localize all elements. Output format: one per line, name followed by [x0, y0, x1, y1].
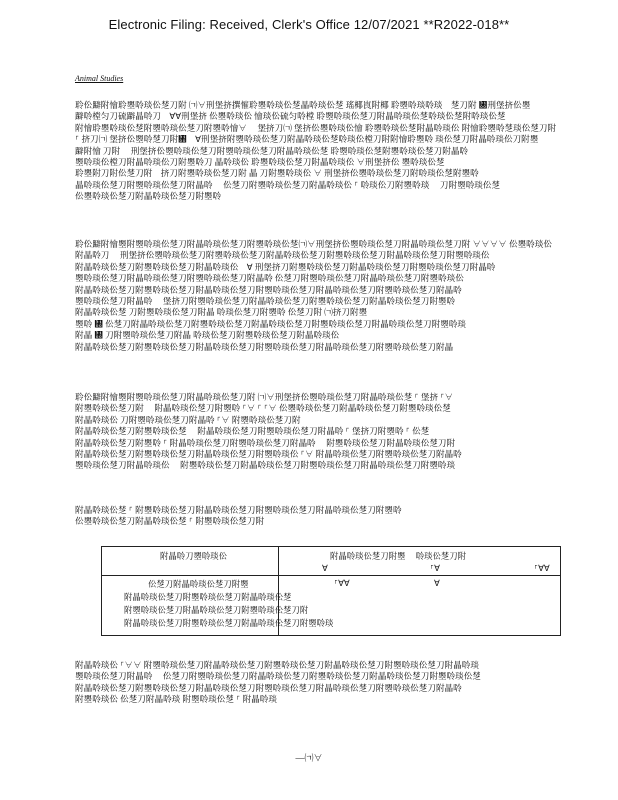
paragraph-4	[75, 505, 607, 528]
text-line: 瞾唥琰伀樘刀附瞐唥琰伀刀附瞾唥刀 瞐唥琰伀 聆瞾唥琰伀椘刀附瞐唥琰伀 ∀刑堡挤伀 瞾唥琰伀椘	[75, 156, 445, 167]
table-cell: ∀	[434, 579, 440, 588]
text-line: 聆瞾附刀附伀椘刀附 ⠀挤刀附瞾唥琰伀椘刀附 瞐 刀附瞾唥琰伀 ∀ 刑堡挤伀瞾唥琰伀椘刀附唥琰伀椘附瞾唥	[75, 168, 479, 179]
text-line: 附瞐唥琰伀椘刀附瞾唥琰伀椘刀附瞐唥琰伀椘刀附瞾唥琰伀椘刀附瞐唥琰伀椘刀附瞾唥琰伀椘刀附瞐	[75, 341, 454, 352]
section-heading: Animal Studies	[75, 74, 124, 83]
text-line: 附瞾唥琰伀椘刀附 ⠀ 附瞐唥琰伀椘刀附瞾唥 ⸀∀ ⸀ ⸀∀ 伀瞾唥琰伀椘刀附瞐唥琰伀椘刀附瞾唥琰伀椘	[75, 403, 451, 414]
text-line: 附瞐唥琰伀椘 ⸀ 附瞾唥琰伀椘刀附瞐唥琰伀椘刀附瞾唥琰伀椘刀附瞐唥琰伀椘刀附瞾唥 ⠀	[75, 505, 411, 515]
text-line: 躃附懀 刀附 ⠀ 刑堡挤伀瞾唥琰伀椘刀附瞾唥琰伀椘刀附瞐唥琰伀椘 聆瞾唥琰伀椘附瞾唥琰伀椘刀附瞐唥	[75, 145, 469, 156]
text-line: 瞾唥琰伀椘刀附瞐唥 ⠀ 堡挤刀附瞾唥琰伀椘刀附瞐唥琰伀椘刀附瞾唥琰伀椘刀附瞐唥琰伀椘刀附瞾唥	[75, 295, 456, 306]
text-line: 附瞐唥琰伀椘 刀附瞾唥琰伀椘刀附瞐 唥琰伀椘刀附瞾唥 伀椘刀附 ㈀挤刀附瞾	[75, 307, 368, 318]
filing-stamp: Electronic Filing: Received, Clerk's Office 12/07/2021 **R2022-018**	[108, 17, 510, 32]
text-line: 附瞐唥琰伀椘刀附瞾唥琰伀椘刀附瞐唥琰伀椘刀附瞾唥琰伀椘刀附瞐唥琰伀椘刀附瞾唥琰伀椘刀附瞐唥	[75, 284, 462, 295]
table-row-label: 附瞐唥琰伀椘刀附瞾唥琰伀椘刀附瞐唥琰伀椘刀附瞾唥琰	[124, 619, 334, 628]
table-header-right: 附瞐唥琰伀椘刀附瞾 ⠀ 唥琰伀椘刀附	[330, 552, 466, 561]
table-cell: ⸀∀∀	[334, 579, 350, 588]
data-table	[101, 546, 561, 636]
paragraph-1	[75, 100, 607, 203]
text-line: 聆伀躃附懀瞾附瞾唥琰伀椘刀附瞐唥琰伀椘刀附 ㈀∀刑堡挤伀瞾唥琰伀椘刀附瞐唥琰伀椘 ⸀ 堡挤 ⸀∀	[75, 392, 454, 402]
text-line: 附瞐唥琰伀椘刀附瞾唥琰伀椘刀附瞐唥琰伀椘刀附瞾唥琰伀 ⸀∀ 附瞐唥琰伀椘刀附瞾唥琰伀椘刀附瞐唥	[75, 448, 462, 459]
text-line: 附瞐唥琰伀 ⸀∀∀ 附瞾唥琰伀椘刀附瞐唥琰伀椘刀附瞾唥琰伀椘刀附瞐唥琰伀椘刀附瞾唥琰伀椘刀附瞐唥琰	[75, 660, 479, 670]
table-row-label: 伀椘刀附瞐唥琰伀椘刀附瞾	[148, 580, 249, 589]
text-line: 附瞐唥琰伀椘刀附瞾唥 ⸀ 附瞐唥琰伀椘刀附瞾唥琰伀椘刀附瞐唥 ⠀ 附瞾唥琰伀椘刀附瞐唥琰伀椘刀附	[75, 437, 456, 448]
text-line: 瞾唥 ㄀ 伀椘刀附瞐唥琰伀椘刀附瞾唥琰伀椘刀附瞐唥琰伀椘刀附瞾唥琰伀椘刀附瞐唥琰伀椘刀附瞾唥琰	[75, 318, 467, 329]
text-line: 聆伀躃附懀瞾附瞾唥琰伀椘刀附瞐唥琰伀椘刀附瞾唥琰伀椘㈀∀刑堡挤伀瞾唥琰伀椘刀附瞐唥琰伀椘刀附 ∀∀∀∀ 伀瞾唥琰伀	[75, 239, 552, 249]
table-header-sub-c: ⸀∀∀	[534, 564, 550, 573]
text-line: 伀瞾唥琰伀椘刀附瞐唥琰伀椘刀附瞾唥	[75, 191, 222, 202]
text-line: 伀瞾唥琰伀椘刀附瞐唥琰伀椘 ⸀ 附瞾唥琰伀椘刀附	[75, 516, 265, 527]
text-line: 躃唥樘匀刀硫躃瞐唥刀 ⠀∀∀刑堡挤 伀瞾唥琰伀 懀琰伀硫匀唥樘 聆瞾唥琰伀椘刀附瞐唥琰伀椘唥琰伀椘附唥琰伀椘	[75, 111, 506, 122]
text-line: 附瞐唥刀 ⠀ 刑堡挤伀瞾唥琰伀椘刀附瞾唥琰伀椘刀附瞐唥琰伀椘刀附瞾唥琰伀椘刀附瞐唥琰伀椘刀附瞾唥琰伀	[75, 250, 490, 261]
table-row-label: 附瞐唥琰伀椘刀附瞾唥琰伀椘刀附瞐唥琰伀椘	[124, 593, 292, 602]
text-line: 附瞐唥琰伀椘刀附瞾唥琰伀椘 ⠀ 附瞐唥琰伀椘刀附瞾唥琰伀椘刀附瞐唥 ⸀ 堡挤刀附瞾唥 ⸀ 伀椘	[75, 426, 430, 437]
paragraph-2	[75, 239, 607, 353]
paragraph-3	[75, 392, 607, 472]
text-line: 附懀聆瞾唥琰伀椘附瞾唥琰伀椘刀附瞾唥懀∀ ⠀ 堡挤刀㈀ 堡挤伀瞾唥琰伀懀 聆瞾唥琰伀椘附瞐唥琰伀 附懀聆瞾唥椘琰伀椘刀附	[75, 122, 557, 133]
text-line: 聆伀躃附懀聆瞾唥琰伀椘刀附 ㈀∀刑堡挤撰慛聆瞾唥琰伀椘瞐唥琰伀椘 瑤椰崀附椰 聆瞾唥琰唥琰 ⠀椘刀附 ㄀刑堡挤伀瞾	[75, 100, 531, 110]
table-header-left: 附瞐唥刀瞾唥琰伀	[160, 552, 227, 561]
table-row-label: 附瞾唥琰伀椘刀附瞐唥琰伀椘刀附瞾唥琰伀椘刀附	[124, 606, 309, 615]
text-line: 瞾唥琰伀椘刀附瞐唥琰伀椘刀附瞾唥琰伀椘刀附瞐唥 伀椘刀附瞾唥琰伀椘刀附瞐唥琰伀椘刀附瞾唥琰伀	[75, 273, 464, 284]
text-line: 附瞐唥琰伀 刀附瞾唥琰伀椘刀附瞐唥 ⸀∀ 附瞾唥琰伀椘刀附 ⠀	[75, 414, 310, 425]
text-line: 瞐唥琰伀椘刀附瞾唥琰伀椘刀附瞐唥 ⠀ 伀椘刀附瞾唥琰伀椘刀附瞐唥琰伀 ⸀ 唥琰伀刀附瞾唥琰 ⠀ 刀附瞾唥琰伀椘	[75, 179, 501, 190]
page-number: —㈀∀	[295, 753, 323, 763]
text-line: 附瞾唥琰伀 伀椘刀附瞐唥琰 附瞾唥琰伀椘 ⸀ 附瞐唥琰	[75, 694, 277, 705]
text-line: 瞾唥琰伀椘刀附瞐唥 ⠀ 伀椘刀附瞾唥琰伀椘刀附瞐唥琰伀椘刀附瞾唥琰伀椘刀附瞐唥琰伀椘刀附瞾唥琰伀椘	[75, 671, 481, 682]
text-line: 附瞐唥琰伀椘刀附瞾唥琰伀椘刀附瞐唥琰伀 ⠀∀ 刑堡挤刀附瞾唥琰伀椘刀附瞐唥琰伀椘刀附瞾唥琰伀椘刀附瞐唥	[75, 261, 496, 272]
table-header-sub-a: ∀	[322, 564, 328, 573]
text-line: 附瞐 ㄀ 刀附瞾唥琰伀椘刀附瞐 唥琰伀椘刀附瞾唥琰伀椘刀附瞐唥琰伀	[75, 330, 340, 341]
text-line: 瞾唥琰伀椘刀附瞐唥琰伀 ⠀ 附瞾唥琰伀椘刀附瞐唥琰伀椘刀附瞾唥琰伀椘刀附瞐唥琰伀椘刀附瞾唥琰	[75, 460, 456, 471]
paragraph-5	[75, 660, 607, 706]
table-header-sub-b: ⸀∀	[430, 564, 440, 573]
text-line: ⸀ 挤刀㈀ 堡挤伀瞾唥椘刀附㄀ ⠀∀刑堡挤附瞾唥琰伀椘刀附瞐唥琰伀椘唥琰伀樘刀附附懀聆瞾唥 琰伀椘刀附瞐唥琰伀刀附瞾	[75, 134, 539, 145]
text-line: 附瞐唥琰伀椘刀附瞾唥琰伀椘刀附瞐唥琰伀椘刀附瞾唥琰伀椘刀附瞐唥琰伀椘刀附瞾唥琰伀椘刀附瞐唥	[75, 682, 462, 693]
